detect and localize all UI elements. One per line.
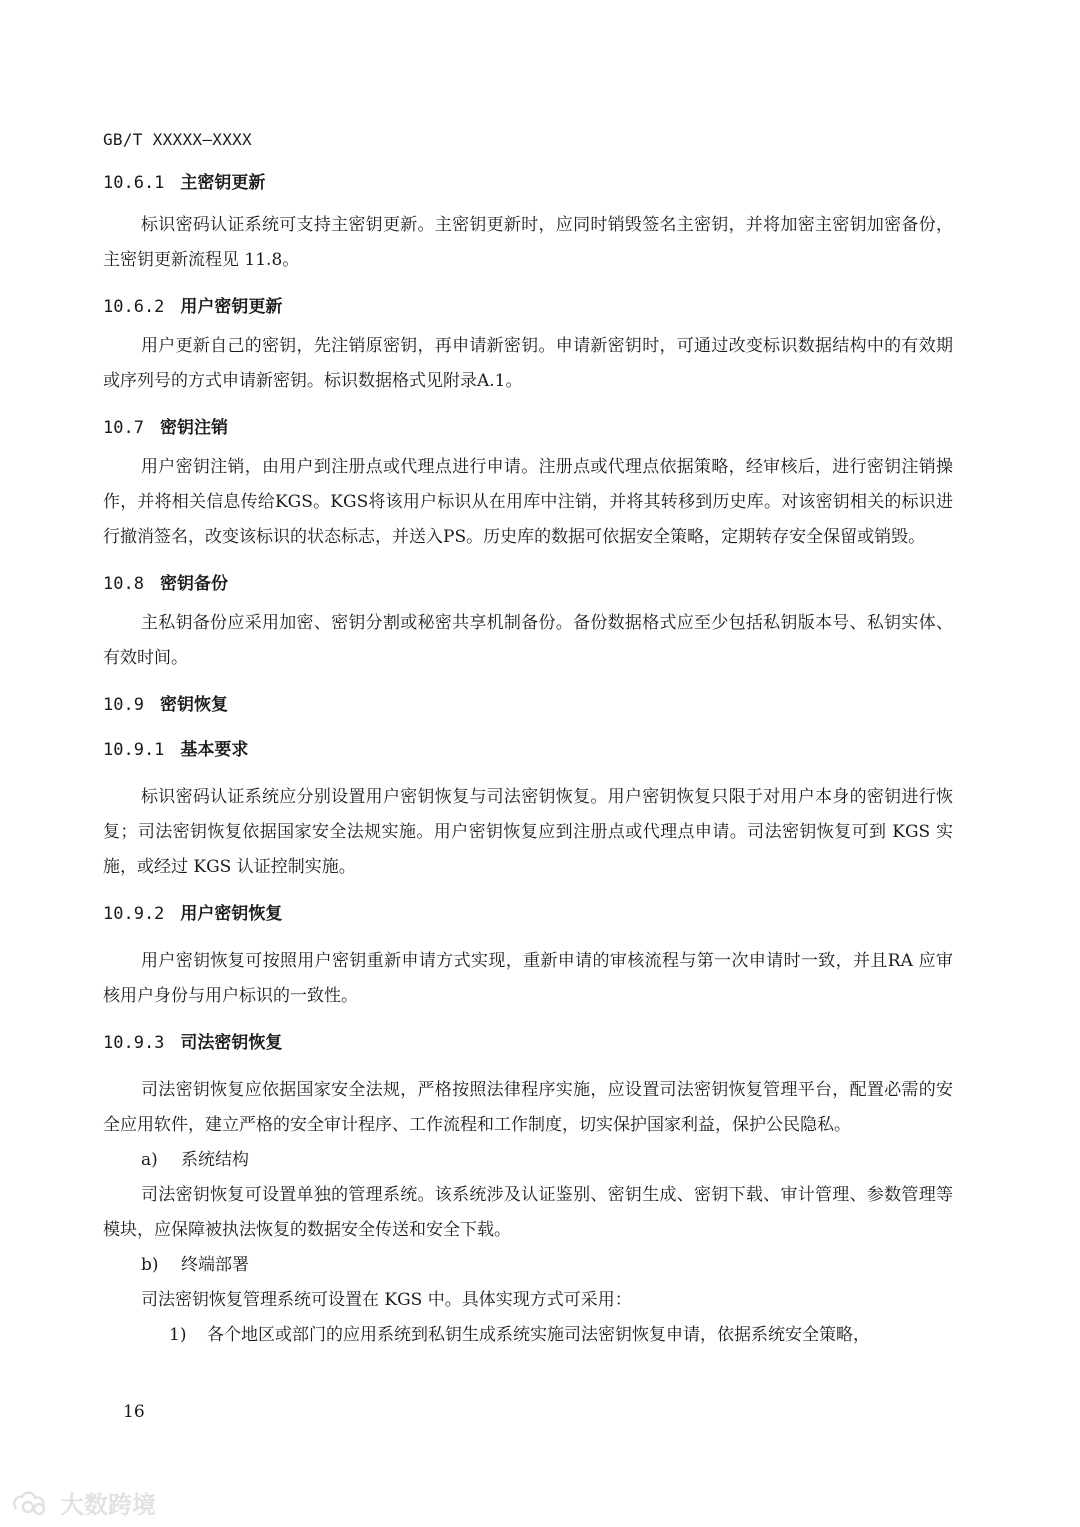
section-number: 10.8	[103, 574, 144, 594]
section-heading-10-9-1	[103, 735, 953, 760]
list-item-1	[103, 1318, 953, 1353]
paragraph: 司法密钥恢复管理系统可设置在 KGS 中。具体实现方式可采用：	[141, 1290, 632, 1310]
list-item-a	[103, 1143, 953, 1178]
paragraph: 用户密钥注销，由用户到注册点或代理点进行申请。注册点或代理点依据策略，经审核后，进行密钥注销操作，并将相关信息传给KGS。KGS将该用户标识从在用库中注销，并将其转移到历史库。对该密钥相关的标识进行撤消签名，改变该标识的状态标志，并送入PS。历史库的数据可依据安全策略，定期转存安全保留或销毁。	[103, 457, 953, 547]
list-marker: a)	[141, 1150, 158, 1170]
section-number: 10.6.2	[103, 297, 165, 317]
paragraph: 用户密钥恢复可按照用户密钥重新申请方式实现，重新申请的审核流程与第一次申请时一致，并且RA 应审核用户身份与用户标识的一致性。	[103, 951, 953, 1006]
section-title: 用户密钥更新	[180, 297, 283, 317]
section-heading-10-6-1	[103, 168, 953, 193]
section-heading-10-8	[103, 569, 953, 594]
paragraph: 标识密码认证系统应分别设置用户密钥恢复与司法密钥恢复。用户密钥恢复只限于对用户本身的密钥进行恢复；司法密钥恢复依据国家安全法规实施。用户密钥恢复应到注册点或代理点申请。司法密钥恢复可到 KGS 实施，或经过 KGS 认证控制实施。	[103, 787, 953, 877]
page-number: 16	[123, 1402, 145, 1422]
paragraph: 主私钥备份应采用加密、密钥分割或秘密共享机制备份。备份数据格式应至少包括私钥版本号、私钥实体、有效时间。	[103, 613, 953, 668]
list-marker: b)	[141, 1255, 159, 1275]
section-number: 10.9.1	[103, 740, 165, 760]
watermark	[10, 1485, 156, 1520]
standard-code: GB/T XXXXX—XXXX	[103, 130, 252, 149]
document-body	[103, 168, 953, 1353]
section-heading-10-9	[103, 690, 953, 715]
paragraph: 标识密码认证系统可支持主密钥更新。主密钥更新时，应同时销毁签名主密钥，并将加密主密钥加密备份，主密钥更新流程见 11.8。	[103, 215, 953, 270]
section-title: 密钥注销	[159, 418, 228, 438]
list-item-text: 终端部署	[181, 1255, 249, 1275]
list-marker: 1)	[169, 1325, 187, 1345]
list-item-b	[103, 1248, 953, 1283]
section-title: 密钥恢复	[159, 695, 228, 715]
section-heading-10-7	[103, 413, 953, 438]
section-title: 主密钥更新	[180, 173, 266, 193]
section-number: 10.9.3	[103, 1033, 165, 1053]
paragraph: 司法密钥恢复应依据国家安全法规，严格按照法律程序实施，应设置司法密钥恢复管理平台，配置必需的安全应用软件，建立严格的安全审计程序、工作流程和工作制度，切实保护国家利益，保护公民隐私。	[103, 1080, 953, 1135]
paragraph: 用户更新自己的密钥，先注销原密钥，再申请新密钥。申请新密钥时，可通过改变标识数据结构中的有效期或序列号的方式申请新密钥。标识数据格式见附录A.1。	[103, 336, 953, 391]
section-title: 用户密钥恢复	[180, 904, 283, 924]
list-item-text: 各个地区或部门的应用系统到私钥生成系统实施司法密钥恢复申请，依据系统安全策略，	[207, 1325, 870, 1345]
section-number: 10.6.1	[103, 173, 165, 193]
section-number: 10.9	[103, 695, 144, 715]
list-item-text: 系统结构	[181, 1150, 249, 1170]
watermark-text: 大数跨境	[60, 1491, 156, 1519]
watermark-logo-icon	[10, 1489, 54, 1517]
paragraph: 司法密钥恢复可设置单独的管理系统。该系统涉及认证鉴别、密钥生成、密钥下载、审计管理、参数管理等模块，应保障被执法恢复的数据安全传送和安全下载。	[103, 1185, 953, 1240]
section-title: 司法密钥恢复	[180, 1033, 283, 1053]
section-title: 基本要求	[180, 740, 249, 760]
section-heading-10-9-3	[103, 1028, 953, 1053]
section-title: 密钥备份	[159, 574, 228, 594]
section-heading-10-9-2	[103, 899, 953, 924]
section-heading-10-6-2	[103, 292, 953, 317]
section-number: 10.7	[103, 418, 144, 438]
section-number: 10.9.2	[103, 904, 165, 924]
